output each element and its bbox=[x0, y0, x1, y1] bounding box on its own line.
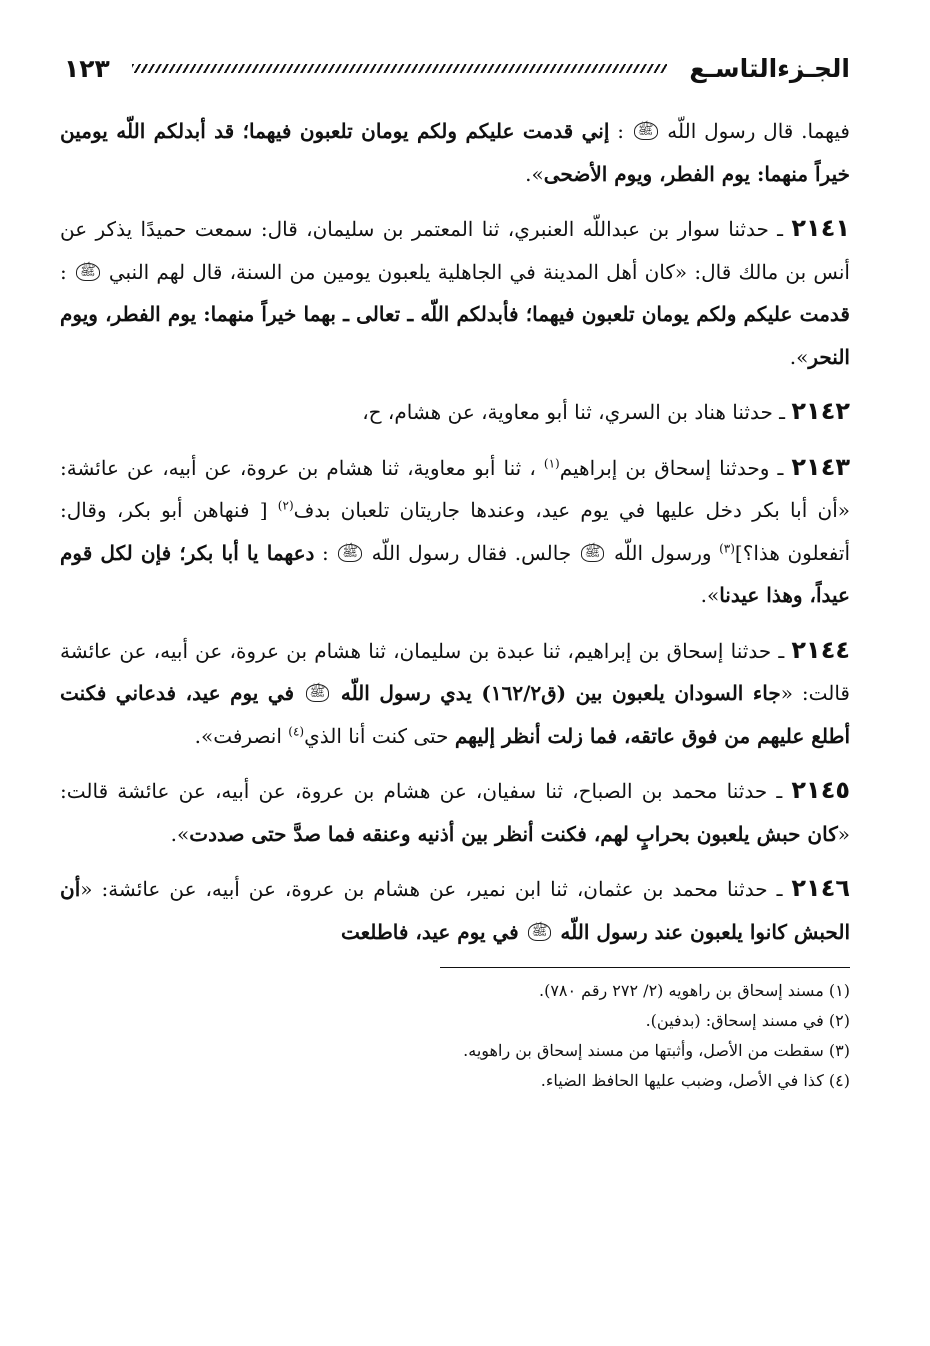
text-run: ـ وحدثنا إسحاق بن إبراهيم bbox=[559, 455, 792, 480]
hadith-2143 bbox=[60, 446, 850, 617]
hadith-text-bold: أن الحبش كانوا يلعبون عند رسول اللّه bbox=[60, 877, 850, 944]
text-run: جالس. فقال رسول اللّه bbox=[364, 540, 579, 565]
pbuh-honorific-icon: ﷺ bbox=[306, 684, 330, 702]
footnote-separator bbox=[440, 967, 850, 968]
hadith-2141 bbox=[60, 207, 850, 378]
hadith-text-bold: في يوم عيد، فدعاني فكنت أطلع عليهم من فوق عاتقه، فما زلت أنظر إليهم bbox=[60, 681, 850, 748]
text-run: فيهما. قال رسول اللّه bbox=[659, 119, 850, 143]
hadith-text-bold: في يوم عيد، فاطلعت bbox=[340, 919, 526, 944]
hadith-text-bold: دعهما يا أبا بكر؛ فإن لكل قوم عيداً، وهذا عيدنا bbox=[60, 540, 850, 607]
text-run: : bbox=[60, 259, 74, 284]
text-run: ـ حدثنا إسحاق بن إبراهيم، ثنا عبدة بن سليمان، ثنا هشام بن عروة، عن أبيه، عن عائشة قالت: « bbox=[60, 638, 850, 705]
hadith-2142 bbox=[60, 390, 850, 434]
text-run: : bbox=[609, 119, 632, 143]
text-run: ـ حدثنا محمد بن عثمان، ثنا ابن نمير، عن هشام بن عروة، عن أبيه، عن عائشة: « bbox=[80, 877, 792, 901]
pbuh-honorific-icon: ﷺ bbox=[76, 263, 100, 281]
footnotes bbox=[60, 976, 850, 1096]
pbuh-honorific-icon: ﷺ bbox=[528, 923, 552, 941]
text-run: [ فنهاهن أبو بكر، وقال: أتفعلون هذا؟] bbox=[60, 498, 851, 565]
page-number: ١٢٣ bbox=[64, 53, 110, 83]
hadith-text-bold: جاء السودان يلعبون بين (ق١٦٢/٢) يدي رسول اللّه bbox=[331, 681, 781, 705]
footnote-3: (٣) سقطت من الأصل، وأثبتها من مسند إسحاق بن راهويه. bbox=[463, 1041, 850, 1060]
hadith-text-bold: قدمت عليكم ولكم يومان تلعبون فيهما؛ فأبدلكم اللّه ـ تعالى ـ بهما خيراً منهما: يوم الفطر، ويوم النحر bbox=[60, 302, 850, 369]
hadith-2146 bbox=[60, 867, 850, 953]
hadith-text-bold: كان حبش يلعبون بحرابٍ لهم، فكنت أنظر بين أذنيه وعنقه فما صدَّ حتى صددت bbox=[189, 821, 838, 846]
hadith-number: ٢١٤٢ bbox=[791, 397, 850, 425]
text-run: ». bbox=[700, 583, 720, 607]
book-page bbox=[60, 40, 850, 1300]
hadith-text-bold: إني قدمت عليكم ولكم يومان تلعبون فيهما؛ قد أبدلكم اللّه يومين خيراً منهما: يوم الفطر، ويوم الأضحى bbox=[60, 119, 850, 186]
footnote-marker[interactable]: (٣) bbox=[719, 540, 735, 555]
hadith-number: ٢١٤٣ bbox=[791, 452, 850, 481]
footnote-marker[interactable]: (٢) bbox=[277, 498, 294, 513]
text-run: ـ حدثنا هناد بن السري، ثنا أبو معاوية، عن هشام، ح، bbox=[362, 400, 792, 424]
footnote-marker[interactable]: (١) bbox=[543, 455, 560, 470]
text-run: ». bbox=[170, 821, 190, 846]
paragraph-continuation bbox=[60, 110, 850, 195]
text-run: ـ حدثنا محمد بن الصباح، ثنا سفيان، عن هشام بن عروة، عن أبيه، عن عائشة قالت: « bbox=[60, 779, 850, 846]
hadith-2145 bbox=[60, 769, 850, 855]
pbuh-honorific-icon: ﷺ bbox=[634, 122, 658, 140]
header-decorative-rule bbox=[132, 64, 668, 73]
running-title: الجـزءالتاسـع bbox=[689, 53, 850, 83]
hadith-number: ٢١٤٤ bbox=[791, 635, 850, 664]
pbuh-honorific-icon: ﷺ bbox=[581, 544, 605, 562]
footnote-marker[interactable]: (٤) bbox=[288, 723, 305, 738]
hadith-number: ٢١٤١ bbox=[791, 214, 850, 242]
text-run: ». bbox=[789, 344, 809, 369]
footnote-1: (١) مسند إسحاق بن راهويه (٢/ ٢٧٢ رقم ٧٨٠). bbox=[538, 981, 850, 1000]
hadith-number: ٢١٤٥ bbox=[791, 776, 850, 804]
text-run: ، ثنا أبو معاوية، ثنا هشام بن عروة، عن أبيه، عن عائشة: «أن أبا بكر دخل عليها في يوم عيد، وعندها جاريتان تلعبان بدف bbox=[60, 455, 850, 522]
text-run: ». bbox=[525, 161, 544, 186]
text-run: ورسول اللّه bbox=[606, 540, 720, 565]
text-run: حتى كنت أنا الذي bbox=[304, 723, 455, 748]
page-header bbox=[60, 40, 850, 96]
hadith-2144 bbox=[60, 629, 850, 758]
pbuh-honorific-icon: ﷺ bbox=[338, 544, 362, 562]
main-text bbox=[60, 110, 850, 953]
text-run: : bbox=[314, 540, 337, 565]
text-run: ـ حدثنا سوار بن عبداللّه العنبري، ثنا المعتمر بن سليمان، قال: سمعت حميدًا يذكر عن أنس بن مالك قال: «كان أهل المدينة في الجاهلية يلعبون يومين من السنة، قال لهم النبي bbox=[60, 217, 850, 284]
hadith-number: ٢١٤٦ bbox=[791, 874, 850, 902]
footnote-2: (٢) في مسند إسحاق: (بدفين). bbox=[645, 1011, 850, 1030]
text-run: انصرفت». bbox=[194, 723, 289, 748]
footnote-4: (٤) كذا في الأصل، وضبب عليها الحافظ الضياء. bbox=[540, 1071, 850, 1090]
